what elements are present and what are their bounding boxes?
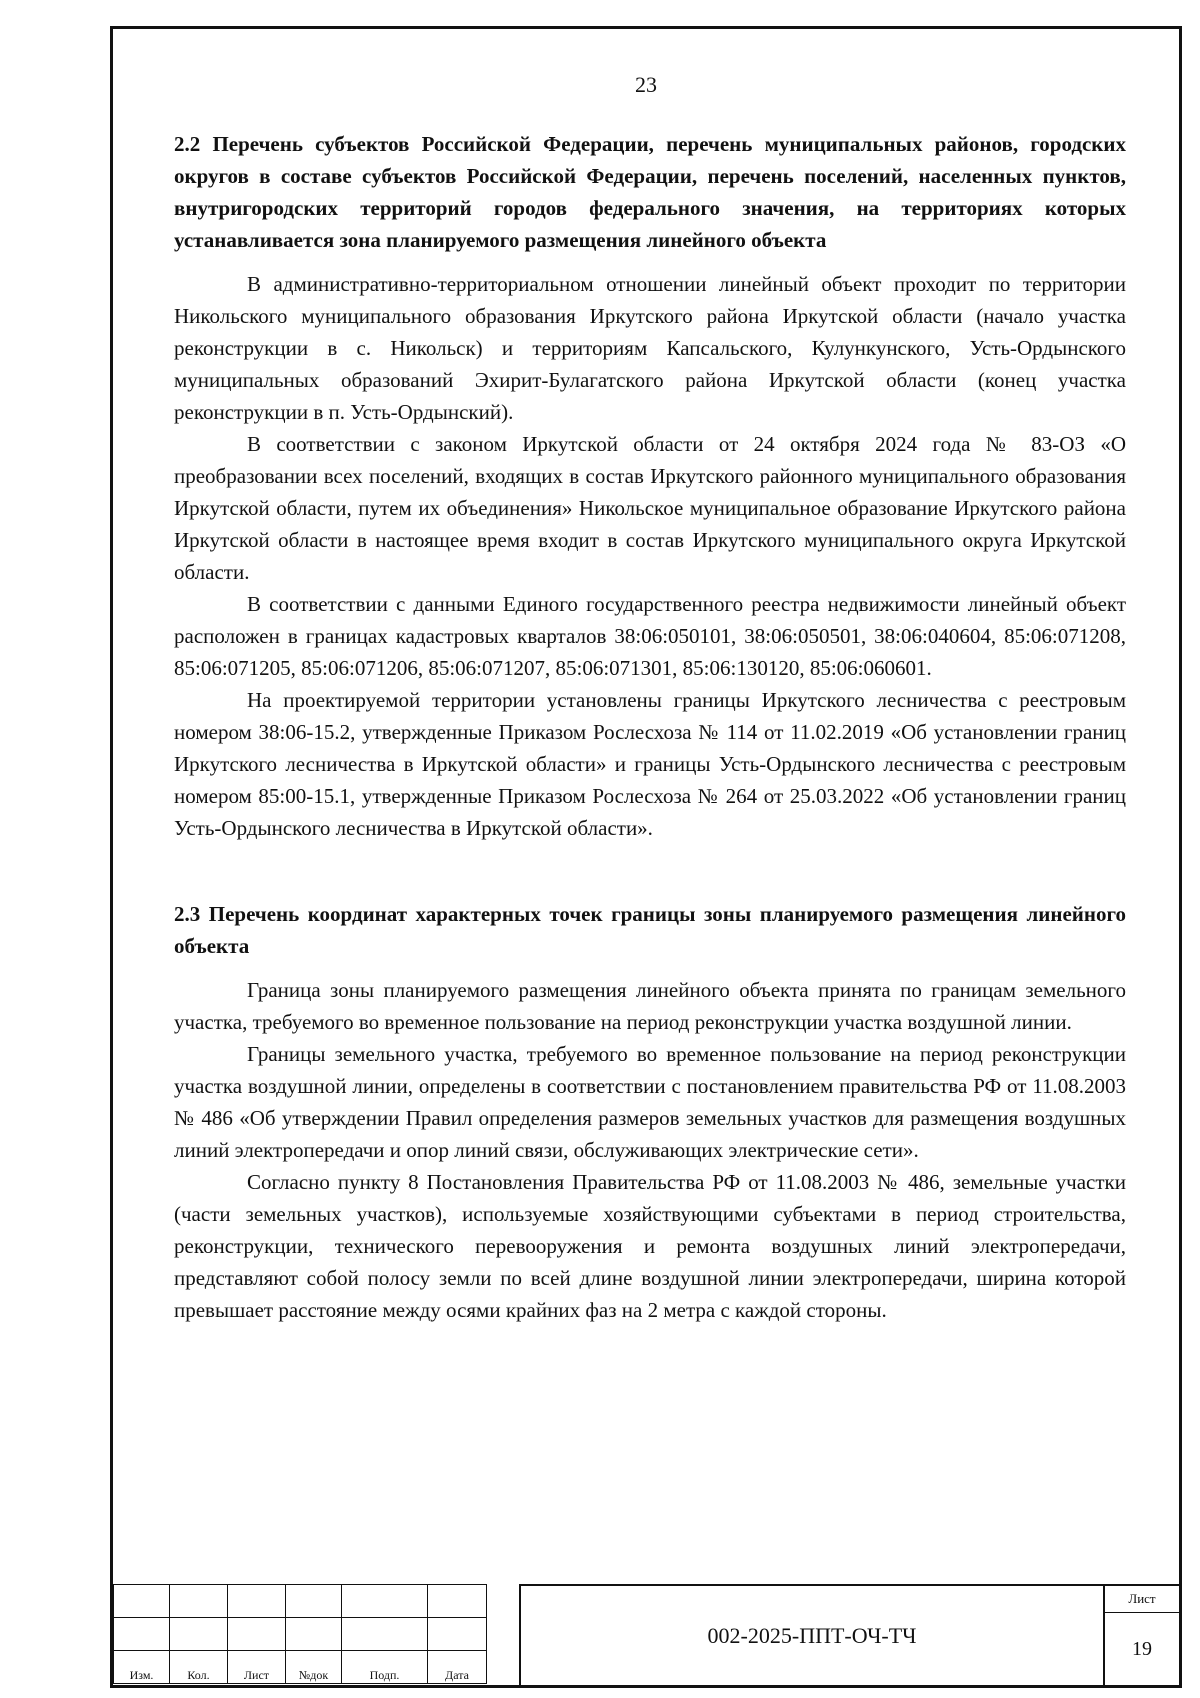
paragraph: Согласно пункту 8 Постановления Правительства РФ от 11.08.2003 № 486, земельные участки (части земельных участков), используемые хозяйствующими субъектами в период строительства, реконструкции, технического перевооружения и ремонта воздушных линий электропередачи, представляют собой полосу земли по всей длине воздушной линии электропередачи, ширина которой превышает расстояние между осями крайних фаз на 2 метра с каждой стороны. [174,1170,1126,1322]
column-label: Подп. [342,1651,428,1684]
sheet-box [1103,1584,1179,1685]
title-block [113,1584,1179,1685]
column-label: №док [286,1651,342,1684]
section-heading-2-3: 2.3 Перечень координат характерных точек границы зоны планируемого размещения линейного объекта [174,902,1126,958]
paragraph: Границы земельного участка, требуемого во временное пользование на период реконструкции участка воздушной линии, определены в соответствии с постановлением правительства РФ от 11.08.2003 № 486 «Об утверждении Правил определения размеров земельных участков для размещения воздушных линий электропередачи и опор линий связи, обслуживающих электрические сети». [174,1042,1126,1162]
sheet-number: 19 [1132,1638,1152,1660]
revision-table [113,1584,487,1684]
section-heading-2-2: 2.2 Перечень субъектов Российской Федерации, перечень муниципальных районов, городских округов в составе субъектов Российской Федерации, перечень поселений, населенных пунктов, внутригородских территорий городов федерального значения, на территориях которых устанавливается зона планируемого размещения линейного объекта [174,132,1126,252]
column-label: Изм. [114,1651,170,1684]
column-label: Лист [228,1651,286,1684]
section-2-3-body [174,974,1126,1326]
page-number: 23 [635,72,657,97]
paragraph: В соответствии с законом Иркутской области от 24 октября 2024 года № 83-ОЗ «О преобразовании всех поселений, входящих в состав Иркутского районного муниципального образования Иркутской области, путем их объединения» Никольское муниципальное образование Иркутского района Иркутской области в настоящее время входит в состав Иркутского муниципального округа Иркутской области. [174,432,1126,584]
column-label: Кол. [170,1651,228,1684]
section-2-2-body [174,268,1126,844]
paragraph: На проектируемой территории установлены границы Иркутского лесничества с реестровым номером 38:06-15.2, утвержденные Приказом Рослесхоза № 114 от 11.02.2019 «Об установлении границ Иркутского лесничества в Иркутской области» и границы Усть-Ордынского лесничества с реестровым номером 85:00-15.1, утвержденные Приказом Рослесхоза № 264 от 25.03.2022 «Об установлении границ Усть-Ордынского лесничества в Иркутской области». [174,688,1126,840]
sheet-label: Лист [1105,1586,1179,1613]
column-label: Дата [428,1651,487,1684]
paragraph: В соответствии с данными Единого государственного реестра недвижимости линейный объект расположен в границах кадастровых кварталов 38:06:050101, 38:06:050501, 38:06:040604, 85:06:071208, 85:06:071205, 85:06:071206, 85:06:071207, 85:06:071301, 85:06:130120, 85:06:060601. [174,592,1126,680]
paragraph: В административно-территориальном отношении линейный объект проходит по территории Никольского муниципального образования Иркутского района Иркутской области (начало участка реконструкции в с. Никольск) и территориям Капсальского, Кулункунского, Усть-Ордынского муниципальных образований Эхирит-Булагатского района Иркутской области (конец участка реконструкции в п. Усть-Ордынский). [174,272,1126,424]
document-body [174,128,1126,1326]
document-code: 002-2025-ППТ-ОЧ-ТЧ [519,1584,1103,1685]
paragraph: Граница зоны планируемого размещения линейного объекта принята по границам земельного участка, требуемого во временное пользование на период реконструкции участка воздушной линии. [174,978,1126,1034]
